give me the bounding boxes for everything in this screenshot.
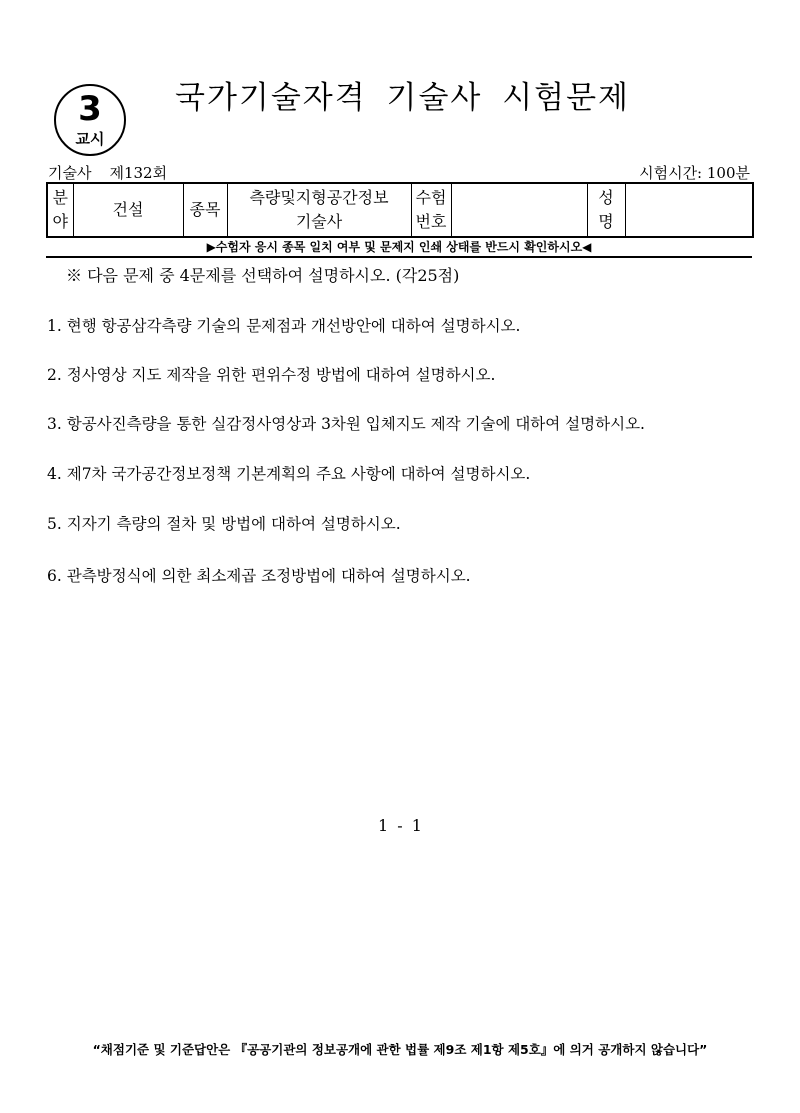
name-label: 성명 [598, 188, 614, 231]
info-table [46, 182, 754, 238]
item-label: 종목 [183, 183, 227, 237]
question-4: 4. 제7차 국가공간정보정책 기본계획의 주요 사항에 대하여 설명하시오. [47, 465, 531, 483]
notice-banner: ▶수험자 응시 종목 일치 여부 및 문제지 인쇄 상태를 반드시 확인하시오◀ [46, 238, 752, 258]
exam-no-label: 수험번호 [415, 188, 447, 231]
question-2: 2. 정사영상 지도 제작을 위한 편위수정 방법에 대하여 설명하시오. [47, 366, 496, 384]
exam-time: 시험시간: 100분 [639, 164, 750, 182]
exam-round: 제132회 [109, 164, 168, 182]
footer-note: “채점기준 및 기준답안은 『공공기관의 정보공개에 관한 법률 제9조 제1항 제5호』에 의거 공개하지 않습니다” [92, 1042, 708, 1057]
question-5: 5. 지자기 측량의 절차 및 방법에 대하여 설명하시오. [47, 515, 401, 533]
exam-no-field[interactable] [451, 183, 587, 237]
item-value-cell [227, 183, 411, 237]
exam-category: 기술사 [48, 164, 92, 182]
page-number: 1 - 1 [378, 816, 422, 835]
session-number: 3 [78, 89, 102, 129]
exam-title: 국가기술자격 기술사 시험문제 [175, 80, 631, 116]
instruction-text: ※ 다음 문제 중 4문제를 선택하여 설명하시오. (각25점) [66, 266, 460, 285]
question-3: 3. 항공사진측량을 통한 실감정사영상과 3차원 입체지도 제작 기술에 대하여 설명하시오. [47, 415, 645, 433]
exam-no-label-cell [411, 183, 451, 237]
exam-meta-left [48, 162, 167, 183]
name-field[interactable] [625, 183, 753, 237]
field-value: 건설 [73, 183, 183, 237]
session-badge [54, 84, 126, 156]
item-value-line1: 측량및지형공간정보 [249, 188, 389, 207]
question-1: 1. 현행 항공삼각측량 기술의 문제점과 개선방안에 대하여 설명하시오. [47, 317, 521, 335]
field-label-cell [47, 183, 73, 237]
item-value-line2: 기술사 [295, 212, 343, 231]
field-label: 분야 [52, 188, 68, 231]
question-6: 6. 관측방정식에 의한 최소제곱 조정방법에 대하여 설명하시오. [47, 567, 471, 585]
session-label: 교시 [75, 130, 105, 148]
name-label-cell [587, 183, 625, 237]
